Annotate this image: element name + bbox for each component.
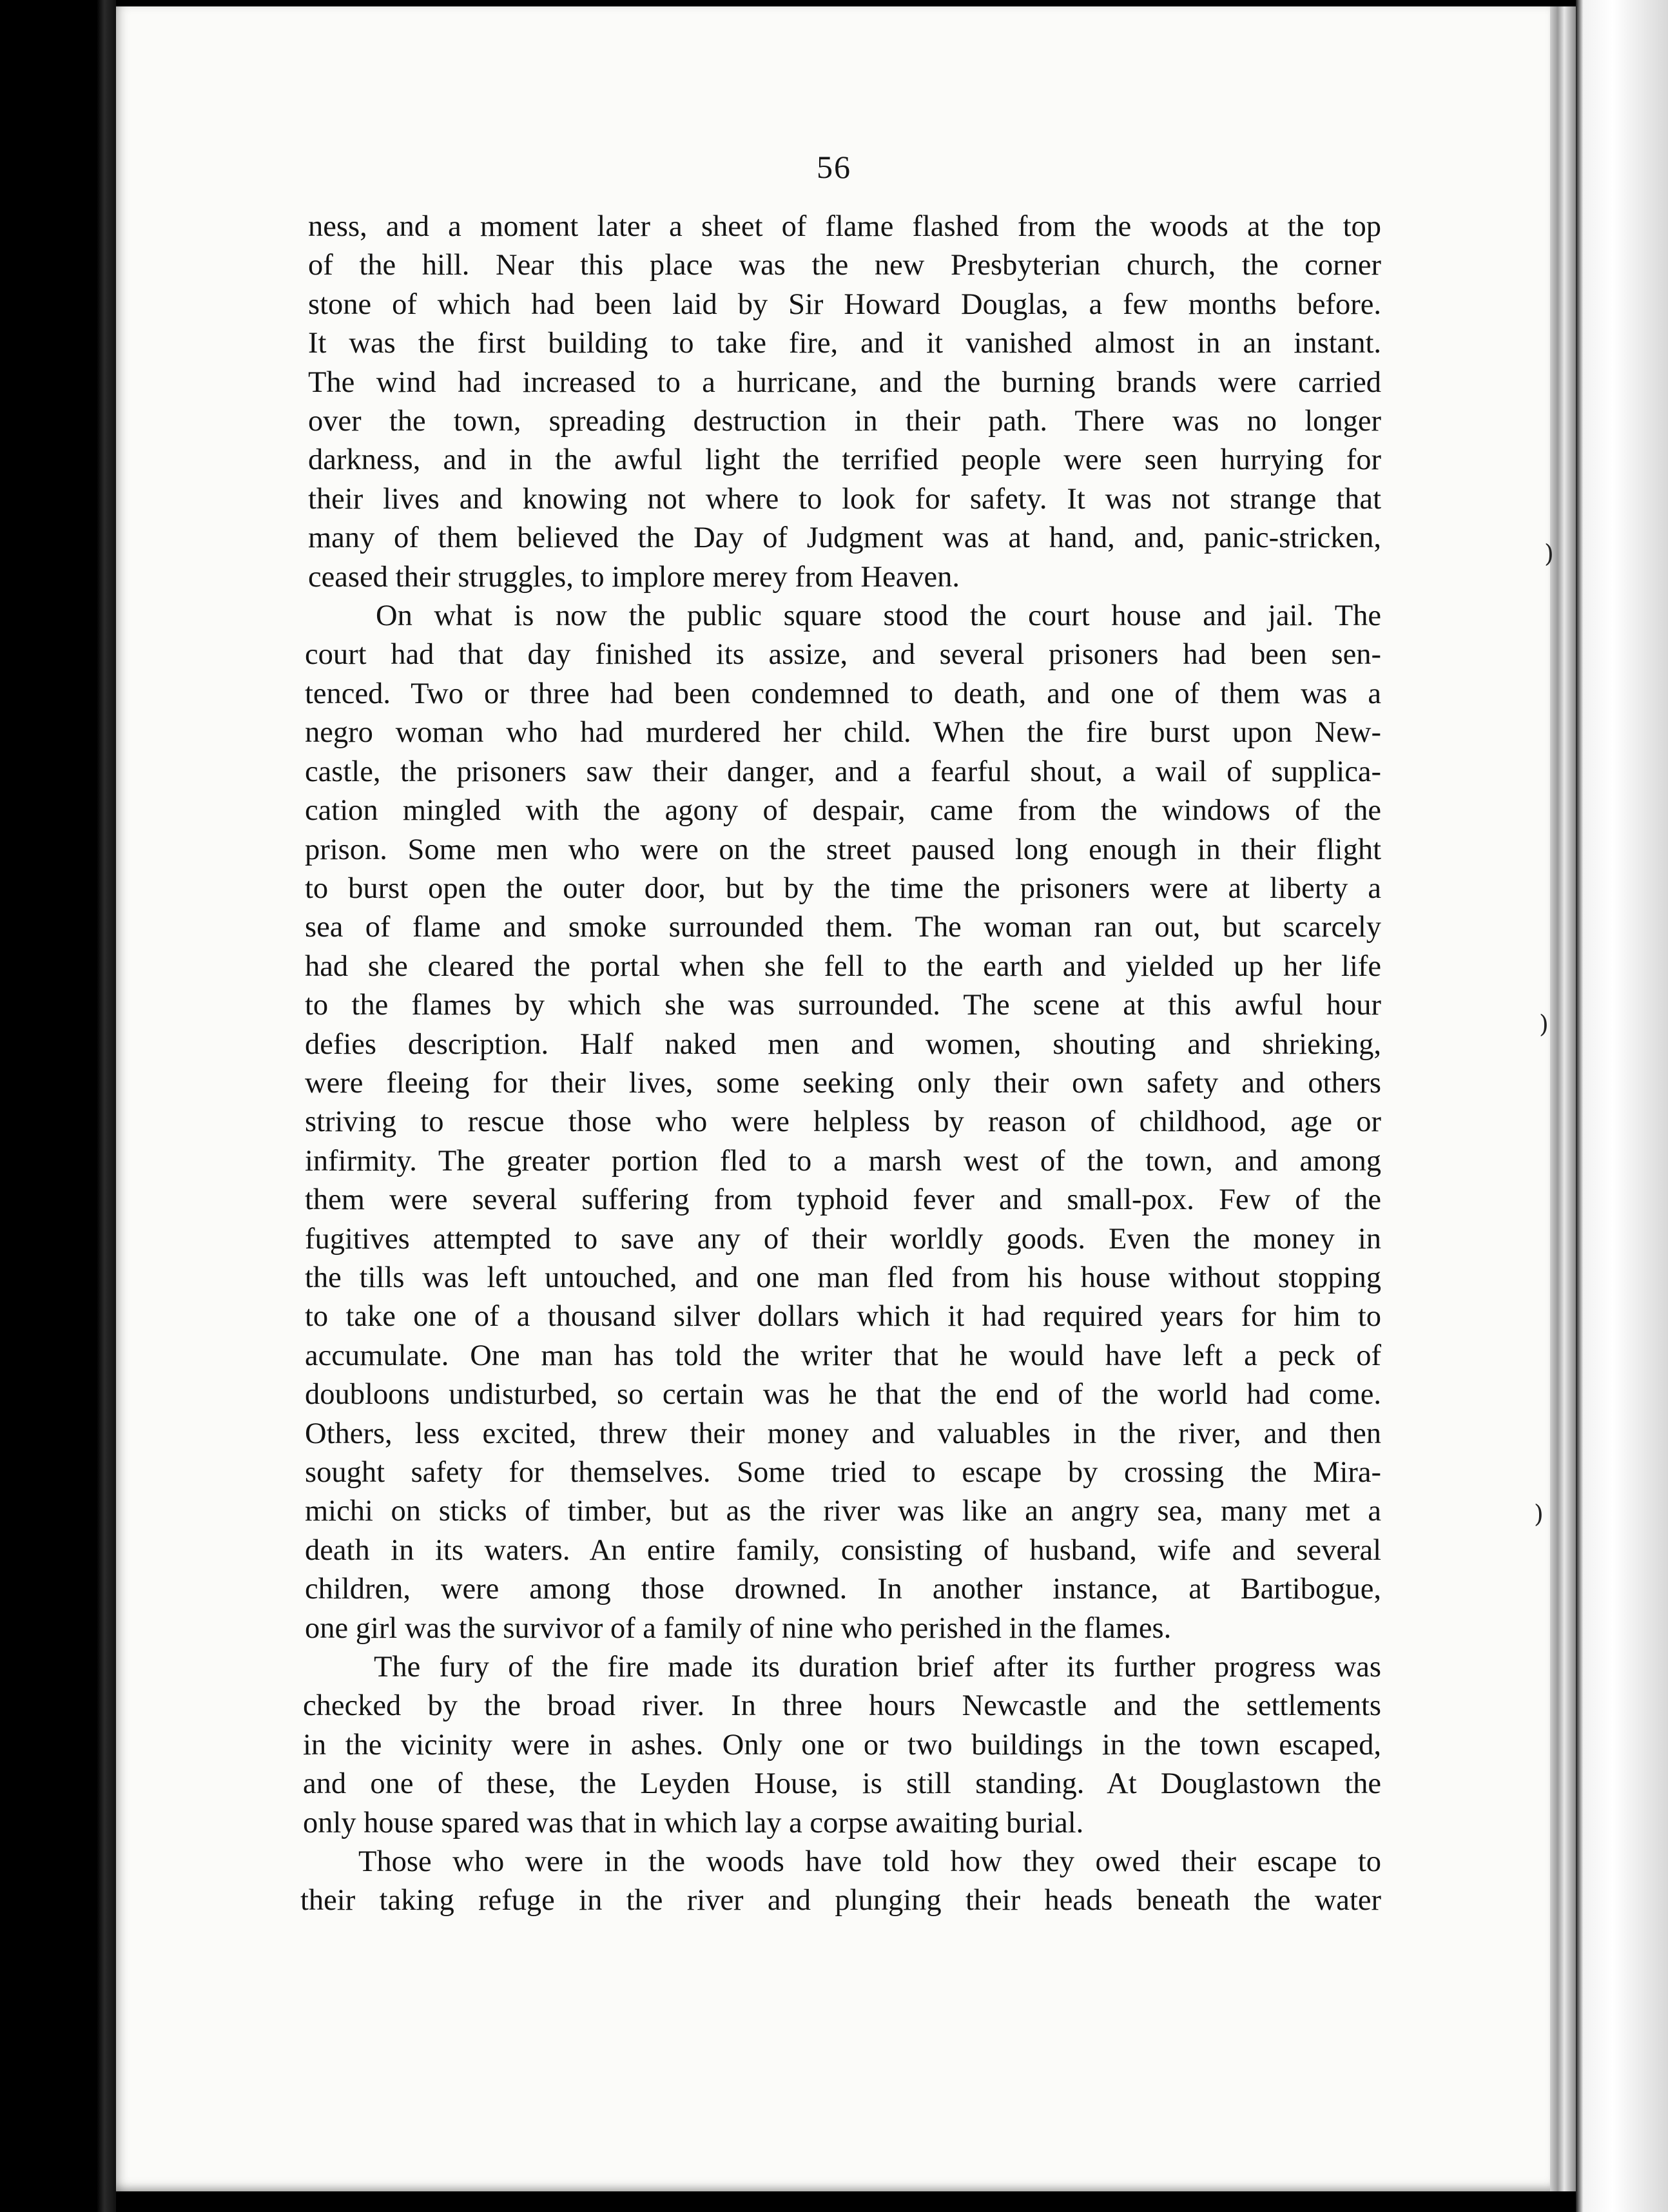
text-line: death in its waters. An entire family, consisting of husband, wife and several — [305, 1533, 1381, 1567]
text-line: sought safety for themselves. Some tried to escape by crossing the Mira- — [305, 1456, 1381, 1489]
paragraph — [305, 597, 1381, 1648]
text-line: ness, and a moment later a sheet of flame flashed from the woods at the top — [308, 210, 1381, 243]
text-line: Those who were in the woods have told how they owed their escape to — [358, 1845, 1381, 1879]
paragraph — [303, 1648, 1381, 1843]
text-line: tenced. Two or three had been condemned to death, and one of them was a — [305, 677, 1381, 710]
text-line: and one of these, the Leyden House, is still standing. At Douglastown the — [303, 1767, 1381, 1801]
text-line: darkness, and in the awful light the terrified people were seen hurrying for — [308, 443, 1381, 477]
text-line: of the hill. Near this place was the new Presbyterian church, the corner — [308, 249, 1381, 282]
text-line: accumulate. One man has told the writer that he would have left a peck of — [305, 1339, 1381, 1372]
text-line: to burst open the outer door, but by the time the prisoners were at liberty a — [305, 871, 1381, 905]
paragraph — [300, 1843, 1381, 1921]
page-number: 56 — [817, 149, 851, 185]
text-line: one girl was the survivor of a family of nine who perished in the flames. — [305, 1611, 1172, 1645]
text-line: negro woman who had murdered her child. When the fire burst upon New- — [305, 716, 1381, 750]
text-line: The wind had increased to a hurricane, and the burning brands were carried — [308, 365, 1381, 399]
margin-mark: ) — [1539, 1010, 1549, 1038]
text-line: over the town, spreading destruction in their path. There was no longer — [308, 405, 1381, 438]
text-line: On what is now the public square stood the court house and jail. The — [376, 599, 1381, 633]
text-line: infirmity. The greater portion fled to a marsh west of the town, and among — [305, 1144, 1381, 1178]
text-line: were fleeing for their lives, some seeking only their own safety and others — [305, 1066, 1381, 1100]
book-spine-shadow — [97, 0, 116, 2212]
text-line: to the flames by which she was surrounded. The scene at this awful hour — [305, 989, 1381, 1022]
text-line: many of them believed the Day of Judgment was at hand, and, panic-stricken, — [308, 521, 1381, 555]
text-line: Others, less excited, threw their money and valuables in the river, and then — [305, 1417, 1381, 1450]
text-line: sea of flame and smoke surrounded them. The woman ran out, but scarcely — [305, 911, 1381, 944]
text-line: It was the first building to take fire, and it vanished almost in an instant. — [308, 327, 1381, 360]
text-line: their taking refuge in the river and plunging their heads beneath the water — [300, 1884, 1381, 1917]
text-line: to take one of a thousand silver dollars which it had required years for him to — [305, 1300, 1381, 1334]
next-page-edge — [1576, 0, 1668, 2212]
text-line: children, were among those drowned. In another instance, at Bartibogue, — [305, 1573, 1381, 1606]
text-line: defies description. Half naked men and women, shouting and shrieking, — [305, 1027, 1381, 1061]
text-line: only house spared was that in which lay a corpse awaiting burial. — [303, 1806, 1084, 1839]
text-line: their lives and knowing not where to look for safety. It was not strange that — [308, 482, 1381, 516]
text-line: stone of which had been laid by Sir Howard Douglas, a few months before. — [308, 287, 1381, 321]
text-line: prison. Some men who were on the street paused long enough in their flight — [305, 833, 1381, 866]
text-line: doubloons undisturbed, so certain was he that the end of the world had come. — [305, 1378, 1381, 1412]
margin-mark: ) — [1544, 539, 1554, 568]
text-line: in the vicinity were in ashes. Only one or two buildings in the town escaped, — [303, 1728, 1381, 1761]
page-stack-edge — [1550, 6, 1576, 2191]
text-line: ceased their struggles, to implore merey from Heaven. — [308, 560, 960, 594]
text-line: court had that day finished its assize, and several prisoners had been sen- — [305, 638, 1381, 672]
paragraph — [308, 208, 1381, 597]
text-line: had she cleared the portal when she fell to the earth and yielded up her life — [305, 949, 1381, 983]
text-line: michi on sticks of timber, but as the river was like an angry sea, many met a — [305, 1495, 1381, 1528]
text-line: cation mingled with the agony of despair, came from the windows of the — [305, 794, 1381, 828]
margin-mark: ) — [1534, 1500, 1544, 1528]
text-line: fugitives attempted to save any of their worldly goods. Even the money in — [305, 1222, 1381, 1256]
body-text — [300, 208, 1381, 1921]
text-line: the tills was left untouched, and one man fled from his house without stopping — [305, 1261, 1381, 1294]
text-line: checked by the broad river. In three hours Newcastle and the settlements — [303, 1689, 1381, 1723]
text-line: striving to rescue those who were helpless by reason of childhood, age or — [305, 1105, 1381, 1139]
text-line: The fury of the fire made its duration brief after its further progress was — [374, 1651, 1381, 1684]
text-line: castle, the prisoners saw their danger, and a fearful shout, a wail of supplica- — [305, 755, 1381, 788]
text-line: them were several suffering from typhoid fever and small-pox. Few of the — [305, 1183, 1381, 1217]
